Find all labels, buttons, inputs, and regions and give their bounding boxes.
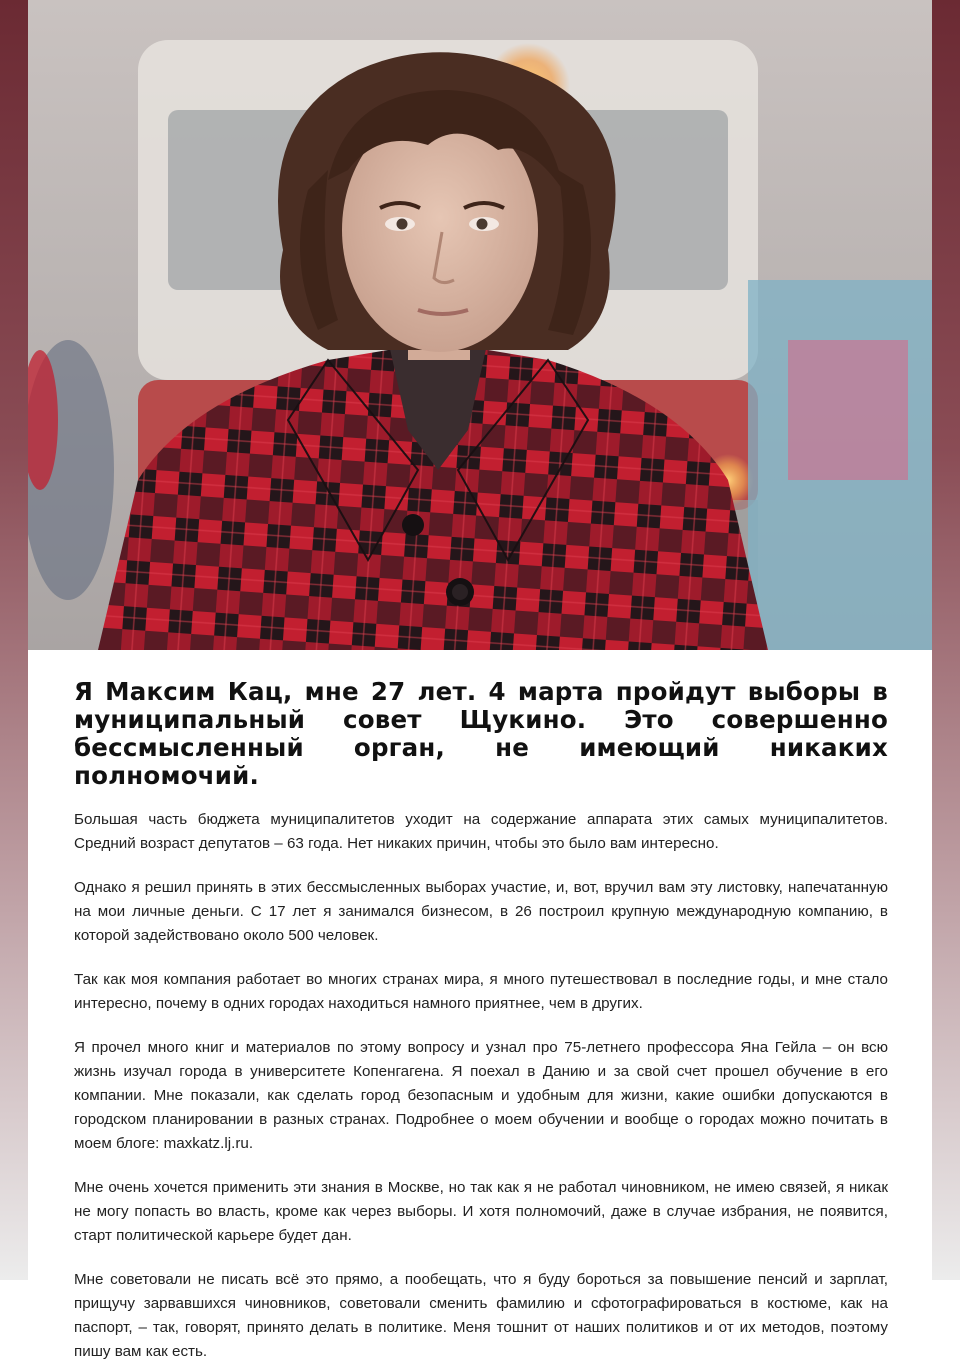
leaflet-text [28, 650, 932, 1364]
paragraph: Мне очень хочется применить эти знания в Москве, но так как я не работал чиновником, не имею связей, я никак не могу попасть во власть, кроме как через выборы. И хотя полномочий, даже в случае избрания, не появится, старт политической карьере будет дан. [74, 1179, 888, 1244]
paragraph: Так как моя компания работает во многих странах мира, я много путешествовал в последние годы, и мне стало интересно, почему в одних городах находиться намного приятнее, чем в других. [74, 971, 888, 1012]
leaflet-page [28, 0, 932, 1360]
left-border-band [0, 0, 28, 1280]
right-border-band [932, 0, 960, 1280]
paragraph: Я прочел много книг и материалов по этому вопросу и узнал про 75-летнего профессора Яна Гейла – он всю жизнь изучал города в университете Копенгагена. Я поехал в Данию и за свой счет прошел обучение в его компании. Мне показали, как сделать город безопасным и удобным для жизни, какие ошибки допускаются в городском планировании в разных странах. Подробнее о моем обучении и вообще о городах можно почитать в моем блоге: maxkatz.lj.ru. [74, 1039, 888, 1152]
paragraph: Большая часть бюджета муниципалитетов уходит на содержание аппарата этих самых муниципалитетов. Средний возраст депутатов – 63 года. Нет никаких причин, чтобы это было вам интересно. [74, 811, 888, 852]
headline: Я Максим Кац, мне 27 лет. 4 марта пройдут выборы в муниципальный совет Щукино. Это совершенно бессмысленный орган, не имеющий никаких полномочий. [74, 677, 888, 790]
paragraph: Однако я решил принять в этих бессмысленных выборах участие, и, вот, вручил вам эту листовку, напечатанную на мои личные деньги. С 17 лет я занимался бизнесом, в 26 построил крупную международную компанию, в которой задействовано около 500 человек. [74, 879, 888, 944]
portrait-photo [28, 0, 932, 650]
paragraph: Мне советовали не писать всё это прямо, а пообещать, что я буду бороться за повышение пенсий и зарплат, прищучу зарвавшихся чиновников, советовали сменить фамилию и сфотографироваться в костюме, как на паспорт, – так, говорят, принято делать в политике. Меня тошнит от наших политиков и от их методов, поэтому пишу вам как есть. [74, 1271, 888, 1360]
portrait-illustration [28, 0, 932, 650]
